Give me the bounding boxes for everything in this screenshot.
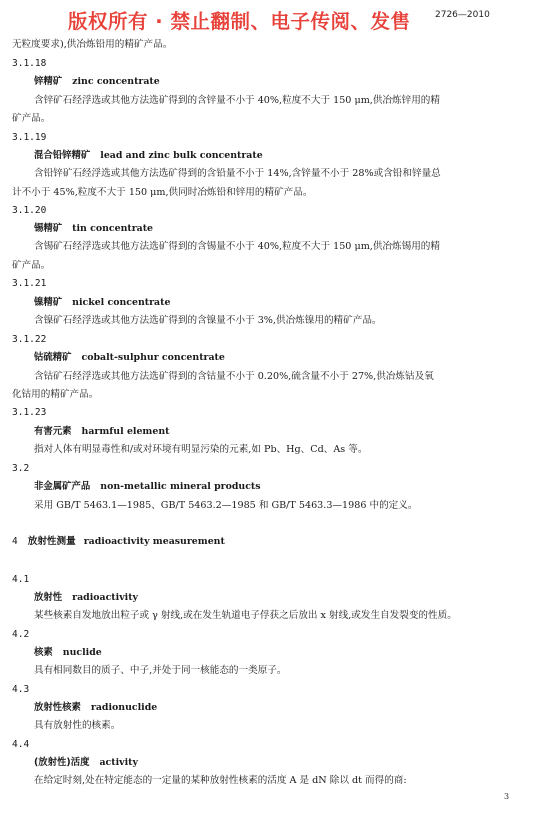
term-zh: 放射性核素 (34, 702, 81, 713)
clause-number: 3.1.22 (12, 334, 47, 345)
term-heading (34, 352, 225, 364)
text-line: 无粒度要求),供冶炼铅用的精矿产品。 (12, 39, 173, 50)
text-line: 采用 GB/T 5463.1—1985、GB/T 5463.2—1985 和 GB/T 5463.3—1986 中的定义。 (34, 500, 418, 511)
text-line: 含锡矿石经浮选或其他方法选矿得到的含锡量不小于 40%,粒度不大于 150 μm,供冶炼锡用的精 (34, 241, 440, 252)
text-line: 矿产品。 (12, 260, 51, 271)
page-number: 3 (504, 792, 510, 801)
text-line: 含钴矿石经浮选或其他方法选矿得到的含钴量不小于 0.20%,硫含量不小于 27%,供冶炼钴及氧 (34, 371, 434, 382)
text-line: 指对人体有明显毒性和/或对环境有明显污染的元素,如 Pb、Hg、Cd、As 等。 (34, 444, 368, 455)
text-line: 具有放射性的核素。 (34, 720, 121, 731)
term-heading (34, 426, 169, 438)
clause-number: 3.1.23 (12, 407, 47, 418)
clause-number: 3.2 (12, 463, 30, 474)
clause-number: 3.1.18 (12, 58, 47, 69)
term-en: activity (99, 757, 138, 768)
term-zh: 镍精矿 (34, 297, 63, 308)
term-en: nuclide (62, 647, 102, 658)
term-heading (34, 223, 153, 235)
clause-number: 4.1 (12, 574, 30, 585)
term-en: non-metallic mineral products (100, 481, 261, 492)
text-line: 在给定时刻,处在特定能态的一定量的某种放射性核素的活度 A 是 dN 除以 dt 而得的商: (34, 775, 407, 786)
term-zh: 放射性 (34, 592, 63, 603)
term-zh: 锌精矿 (34, 76, 63, 87)
term-zh: 锡精矿 (34, 223, 63, 234)
term-zh: 核素 (34, 647, 53, 658)
term-heading (34, 702, 157, 714)
clause-number: 3.1.20 (12, 205, 47, 216)
term-en: radioactivity (72, 592, 138, 603)
term-en: cobalt-sulphur concentrate (81, 352, 225, 363)
clause-number: 4.3 (12, 684, 30, 695)
clause-number: 3.1.19 (12, 132, 47, 143)
term-en: radionuclide (90, 702, 158, 713)
text-line: 含镍矿石经浮选或其他方法选矿得到的含镍量不小于 3%,供冶炼镍用的精矿产品。 (34, 315, 382, 326)
term-heading (34, 481, 261, 493)
text-line: 含锌矿石经浮选或其他方法选矿得到的含锌量不小于 40%,粒度不大于 150 μm,供冶炼锌用的精 (34, 95, 440, 106)
term-heading (34, 76, 160, 88)
text-line: 某些核素自发地放出粒子或 γ 射线,或在发生轨道电子俘获之后放出 x 射线,或发生自发裂变的性质。 (34, 610, 457, 621)
term-zh: (放射性)活度 (34, 757, 90, 768)
section-title-en: radioactivity measurement (83, 536, 225, 547)
term-heading (34, 297, 170, 309)
term-zh: 钴硫精矿 (34, 352, 72, 363)
term-heading (34, 150, 263, 162)
copyright-watermark: 版权所有 · 禁止翻制、电子传阅、发售 (68, 10, 411, 33)
clause-number: 4.2 (12, 629, 30, 640)
section-title-zh: 放射性测量 (27, 536, 76, 547)
section-number: 4 (12, 536, 18, 547)
text-line: 具有相同数目的质子、中子,并处于同一核能态的一类原子。 (34, 665, 287, 676)
term-zh: 非金属矿产品 (34, 481, 91, 492)
term-zh: 混合铅锌精矿 (34, 150, 91, 161)
text-line: 矿产品。 (12, 113, 51, 124)
term-heading (34, 592, 138, 604)
term-en: lead and zinc bulk concentrate (100, 150, 263, 161)
term-en: zinc concentrate (72, 76, 160, 87)
text-line: 计不小于 45%,粒度不大于 150 μm,供同时冶炼铅和锌用的精矿产品。 (12, 187, 313, 198)
term-en: harmful element (81, 426, 170, 437)
term-heading (34, 757, 138, 769)
text-line: 化钴用的精矿产品。 (12, 389, 99, 400)
clause-number: 4.4 (12, 739, 30, 750)
term-zh: 有害元素 (34, 426, 72, 437)
clause-number: 3.1.21 (12, 278, 47, 289)
standard-number: 2726—2010 (435, 10, 490, 20)
text-line: 含铅锌矿石经浮选或其他方法选矿得到的含铅量不小于 14%,含锌量不小于 28%或含铅和锌量总 (34, 168, 441, 179)
section-heading (12, 536, 225, 548)
term-heading (34, 647, 102, 659)
term-en: nickel concentrate (72, 297, 171, 308)
term-en: tin concentrate (72, 223, 154, 234)
